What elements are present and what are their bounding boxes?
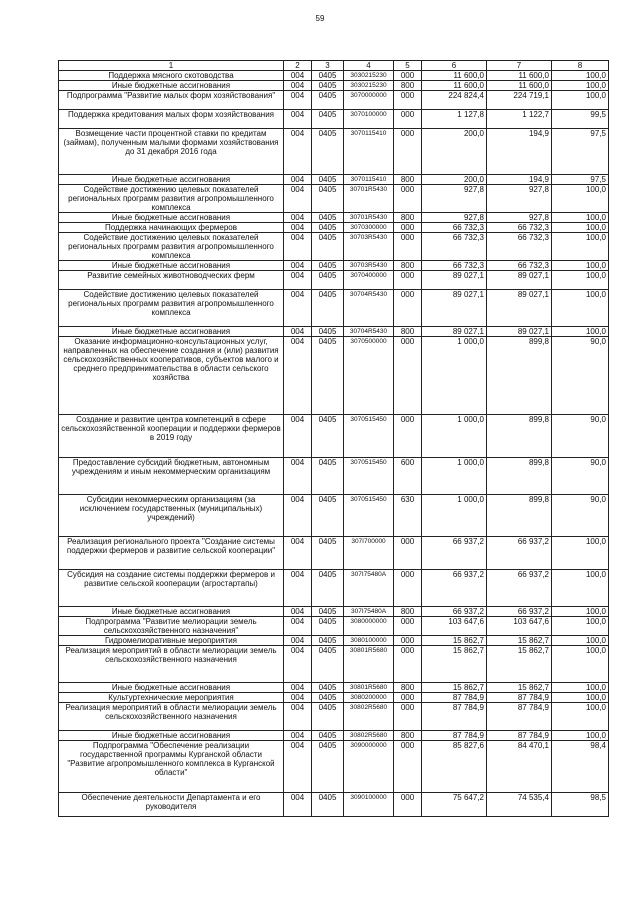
row-name: Иные бюджетные ассигнования <box>59 683 284 693</box>
table-row <box>59 793 609 817</box>
table-row <box>59 129 609 175</box>
row-chapter-code: 004 <box>284 793 312 817</box>
row-name: Обеспечение деятельности Департамента и его руководителя <box>59 793 284 817</box>
row-percent: 100,0 <box>552 617 609 636</box>
row-percent: 100,0 <box>552 290 609 327</box>
row-executed: 194,9 <box>487 175 552 185</box>
row-chapter-code: 004 <box>284 415 312 458</box>
row-executed: 927,8 <box>487 185 552 213</box>
row-expense-type: 000 <box>394 636 422 646</box>
row-percent: 100,0 <box>552 213 609 223</box>
row-target-code: 30801R5680 <box>344 646 394 683</box>
table-row <box>59 683 609 693</box>
table-row <box>59 415 609 458</box>
row-executed: 15 862,7 <box>487 683 552 693</box>
row-target-code: 3070515450 <box>344 495 394 537</box>
row-section-code: 0405 <box>312 458 344 495</box>
row-expense-type: 800 <box>394 175 422 185</box>
row-section-code: 0405 <box>312 646 344 683</box>
row-target-code: 3070400000 <box>344 271 394 290</box>
row-executed: 89 027,1 <box>487 271 552 290</box>
row-section-code: 0405 <box>312 110 344 129</box>
row-chapter-code: 004 <box>284 81 312 91</box>
row-percent: 100,0 <box>552 271 609 290</box>
row-percent: 100,0 <box>552 683 609 693</box>
page-number: 59 <box>315 14 325 23</box>
row-percent: 100,0 <box>552 91 609 110</box>
row-name: Реализация мероприятий в области мелиорации земель сельскохозяйственного назначения <box>59 646 284 683</box>
row-expense-type: 800 <box>394 607 422 617</box>
row-expense-type: 000 <box>394 337 422 415</box>
row-planned: 66 937,2 <box>422 537 487 570</box>
row-expense-type: 000 <box>394 703 422 731</box>
row-executed: 194,9 <box>487 129 552 175</box>
row-executed: 899,8 <box>487 458 552 495</box>
row-section-code: 0405 <box>312 703 344 731</box>
budget-table <box>58 60 609 817</box>
row-target-code: 30703R5430 <box>344 233 394 261</box>
row-target-code: 3070515450 <box>344 415 394 458</box>
row-expense-type: 000 <box>394 617 422 636</box>
row-target-code: 307I700000 <box>344 537 394 570</box>
table-row <box>59 290 609 327</box>
row-executed: 66 732,3 <box>487 233 552 261</box>
row-section-code: 0405 <box>312 129 344 175</box>
row-executed: 84 470,1 <box>487 741 552 793</box>
row-percent: 100,0 <box>552 327 609 337</box>
row-chapter-code: 004 <box>284 607 312 617</box>
row-name: Иные бюджетные ассигнования <box>59 213 284 223</box>
row-section-code: 0405 <box>312 185 344 213</box>
table-row <box>59 693 609 703</box>
row-target-code: 30704R5430 <box>344 290 394 327</box>
row-executed: 11 600,0 <box>487 81 552 91</box>
row-percent: 100,0 <box>552 636 609 646</box>
row-executed: 66 937,2 <box>487 537 552 570</box>
row-name: Культуртехнические мероприятия <box>59 693 284 703</box>
row-section-code: 0405 <box>312 327 344 337</box>
row-chapter-code: 004 <box>284 570 312 607</box>
row-name: Субсидии некоммерческим организациям (за исключением государственных (муниципальных) учреждений) <box>59 495 284 537</box>
row-expense-type: 000 <box>394 415 422 458</box>
row-name: Иные бюджетные ассигнования <box>59 607 284 617</box>
row-executed: 66 937,2 <box>487 607 552 617</box>
row-name: Поддержка кредитования малых форм хозяйствования <box>59 110 284 129</box>
row-executed: 66 937,2 <box>487 570 552 607</box>
row-expense-type: 800 <box>394 213 422 223</box>
row-expense-type: 000 <box>394 129 422 175</box>
row-section-code: 0405 <box>312 71 344 81</box>
col-header-7: 7 <box>487 61 552 71</box>
row-name: Поддержка мясного скотоводства <box>59 71 284 81</box>
row-chapter-code: 004 <box>284 71 312 81</box>
row-chapter-code: 004 <box>284 110 312 129</box>
row-executed: 87 784,9 <box>487 703 552 731</box>
row-target-code: 30801R5680 <box>344 683 394 693</box>
row-section-code: 0405 <box>312 223 344 233</box>
row-planned: 927,8 <box>422 185 487 213</box>
row-expense-type: 000 <box>394 693 422 703</box>
row-target-code: 30701R5430 <box>344 213 394 223</box>
row-planned: 1 000,0 <box>422 458 487 495</box>
row-executed: 66 732,3 <box>487 223 552 233</box>
row-section-code: 0405 <box>312 731 344 741</box>
row-name: Подпрограмма "Развитие мелиорации земель сельскохозяйственного назначения" <box>59 617 284 636</box>
row-name: Оказание информационно-консультационных услуг, направленных на обеспечение создания и (или) развития сельскохозяйственных кооперативов, субъектов малого и среднего предпринимательства в области сельского хозяйства <box>59 337 284 415</box>
row-planned: 927,8 <box>422 213 487 223</box>
row-executed: 224 719,1 <box>487 91 552 110</box>
table-row <box>59 271 609 290</box>
col-header-4: 4 <box>344 61 394 71</box>
row-expense-type: 800 <box>394 327 422 337</box>
col-header-8: 8 <box>552 61 609 71</box>
row-percent: 98,4 <box>552 741 609 793</box>
row-chapter-code: 004 <box>284 327 312 337</box>
row-executed: 899,8 <box>487 415 552 458</box>
row-expense-type: 600 <box>394 458 422 495</box>
table-row <box>59 337 609 415</box>
row-executed: 89 027,1 <box>487 290 552 327</box>
row-expense-type: 800 <box>394 261 422 271</box>
row-target-code: 3070115410 <box>344 129 394 175</box>
table-row <box>59 537 609 570</box>
row-name: Содействие достижению целевых показателей региональных программ развития агропромышленного комплекса <box>59 290 284 327</box>
row-target-code: 30703R5430 <box>344 261 394 271</box>
table-row <box>59 570 609 607</box>
table-row <box>59 261 609 271</box>
row-chapter-code: 004 <box>284 741 312 793</box>
row-planned: 1 127,8 <box>422 110 487 129</box>
row-target-code: 3090000000 <box>344 741 394 793</box>
table-row <box>59 636 609 646</box>
row-expense-type: 000 <box>394 233 422 261</box>
row-planned: 85 827,6 <box>422 741 487 793</box>
row-percent: 97,5 <box>552 129 609 175</box>
col-header-5: 5 <box>394 61 422 71</box>
row-section-code: 0405 <box>312 570 344 607</box>
row-percent: 100,0 <box>552 693 609 703</box>
row-planned: 15 862,7 <box>422 646 487 683</box>
row-name: Создание и развитие центра компетенций в сфере сельскохозяйственной кооперации и поддержки фермеров в 2019 году <box>59 415 284 458</box>
row-name: Иные бюджетные ассигнования <box>59 175 284 185</box>
row-percent: 90,0 <box>552 458 609 495</box>
row-percent: 99,5 <box>552 110 609 129</box>
row-chapter-code: 004 <box>284 91 312 110</box>
row-section-code: 0405 <box>312 290 344 327</box>
row-planned: 75 647,2 <box>422 793 487 817</box>
table-row <box>59 223 609 233</box>
row-percent: 98,5 <box>552 793 609 817</box>
col-header-6: 6 <box>422 61 487 71</box>
row-expense-type: 000 <box>394 110 422 129</box>
row-target-code: 30802R5680 <box>344 731 394 741</box>
row-executed: 66 732,3 <box>487 261 552 271</box>
table-row <box>59 175 609 185</box>
row-executed: 899,8 <box>487 495 552 537</box>
row-expense-type: 000 <box>394 741 422 793</box>
row-percent: 100,0 <box>552 731 609 741</box>
row-name: Реализация регионального проекта "Создание системы поддержки фермеров и развитие сельской кооперации" <box>59 537 284 570</box>
row-planned: 1 000,0 <box>422 415 487 458</box>
row-target-code: 307I75480A <box>344 570 394 607</box>
row-percent: 100,0 <box>552 81 609 91</box>
table-row <box>59 741 609 793</box>
row-chapter-code: 004 <box>284 233 312 261</box>
row-planned: 89 027,1 <box>422 290 487 327</box>
row-planned: 89 027,1 <box>422 271 487 290</box>
row-chapter-code: 004 <box>284 337 312 415</box>
row-executed: 87 784,9 <box>487 731 552 741</box>
row-target-code: 307I75480A <box>344 607 394 617</box>
row-expense-type: 000 <box>394 646 422 683</box>
table-body <box>59 71 609 817</box>
row-target-code: 3070300000 <box>344 223 394 233</box>
row-section-code: 0405 <box>312 81 344 91</box>
row-section-code: 0405 <box>312 683 344 693</box>
row-planned: 87 784,9 <box>422 731 487 741</box>
row-section-code: 0405 <box>312 271 344 290</box>
row-planned: 224 824,4 <box>422 91 487 110</box>
table-row <box>59 213 609 223</box>
row-name: Субсидия на создание системы поддержки фермеров и развитие сельской кооперации (агростартапы) <box>59 570 284 607</box>
row-section-code: 0405 <box>312 607 344 617</box>
row-name: Иные бюджетные ассигнования <box>59 81 284 91</box>
row-section-code: 0405 <box>312 337 344 415</box>
row-executed: 74 535,4 <box>487 793 552 817</box>
row-percent: 100,0 <box>552 261 609 271</box>
row-chapter-code: 004 <box>284 458 312 495</box>
row-percent: 100,0 <box>552 233 609 261</box>
table-row <box>59 617 609 636</box>
row-chapter-code: 004 <box>284 636 312 646</box>
row-chapter-code: 004 <box>284 129 312 175</box>
row-chapter-code: 004 <box>284 683 312 693</box>
row-expense-type: 000 <box>394 290 422 327</box>
row-section-code: 0405 <box>312 741 344 793</box>
row-percent: 100,0 <box>552 570 609 607</box>
row-chapter-code: 004 <box>284 617 312 636</box>
row-expense-type: 000 <box>394 570 422 607</box>
row-name: Возмещение части процентной ставки по кредитам (займам), полученным малыми формами хозяйствования до 31 декабря 2016 года <box>59 129 284 175</box>
row-section-code: 0405 <box>312 495 344 537</box>
row-section-code: 0405 <box>312 793 344 817</box>
row-section-code: 0405 <box>312 91 344 110</box>
table-row <box>59 731 609 741</box>
table-row <box>59 91 609 110</box>
row-planned: 66 937,2 <box>422 570 487 607</box>
row-percent: 100,0 <box>552 607 609 617</box>
row-expense-type: 800 <box>394 731 422 741</box>
row-target-code: 3070515450 <box>344 458 394 495</box>
row-expense-type: 000 <box>394 537 422 570</box>
row-planned: 15 862,7 <box>422 636 487 646</box>
row-name: Содействие достижению целевых показателей региональных программ развития агропромышленного комплекса <box>59 185 284 213</box>
row-planned: 200,0 <box>422 129 487 175</box>
row-chapter-code: 004 <box>284 693 312 703</box>
row-planned: 87 784,9 <box>422 693 487 703</box>
row-target-code: 3070500000 <box>344 337 394 415</box>
row-name: Гидромелиоративные мероприятия <box>59 636 284 646</box>
table-row <box>59 607 609 617</box>
row-executed: 11 600,0 <box>487 71 552 81</box>
row-target-code: 3080000000 <box>344 617 394 636</box>
row-planned: 15 862,7 <box>422 683 487 693</box>
row-expense-type: 000 <box>394 185 422 213</box>
row-percent: 90,0 <box>552 337 609 415</box>
row-target-code: 3070115410 <box>344 175 394 185</box>
row-executed: 15 862,7 <box>487 646 552 683</box>
row-percent: 100,0 <box>552 223 609 233</box>
row-section-code: 0405 <box>312 415 344 458</box>
row-expense-type: 800 <box>394 683 422 693</box>
row-planned: 66 732,3 <box>422 233 487 261</box>
row-name: Иные бюджетные ассигнования <box>59 731 284 741</box>
row-expense-type: 630 <box>394 495 422 537</box>
row-target-code: 3090100000 <box>344 793 394 817</box>
row-chapter-code: 004 <box>284 271 312 290</box>
col-header-1: 1 <box>59 61 284 71</box>
row-target-code: 3070000000 <box>344 91 394 110</box>
row-name: Подпрограмма "Обеспечение реализации государственной программы Курганской области "Развитие агропромышленного комплекса в Курганской области" <box>59 741 284 793</box>
table-row <box>59 327 609 337</box>
row-section-code: 0405 <box>312 175 344 185</box>
table-row <box>59 703 609 731</box>
row-executed: 15 862,7 <box>487 636 552 646</box>
row-chapter-code: 004 <box>284 703 312 731</box>
row-percent: 100,0 <box>552 185 609 213</box>
row-chapter-code: 004 <box>284 646 312 683</box>
row-name: Содействие достижению целевых показателей региональных программ развития агропромышленного комплекса <box>59 233 284 261</box>
table-row <box>59 458 609 495</box>
row-executed: 103 647,6 <box>487 617 552 636</box>
row-planned: 200,0 <box>422 175 487 185</box>
row-planned: 87 784,9 <box>422 703 487 731</box>
row-name: Подпрограмма "Развитие малых форм хозяйствования" <box>59 91 284 110</box>
row-planned: 1 000,0 <box>422 495 487 537</box>
row-target-code: 30704R5430 <box>344 327 394 337</box>
table-row <box>59 71 609 81</box>
row-executed: 899,8 <box>487 337 552 415</box>
row-target-code: 3070100000 <box>344 110 394 129</box>
row-name: Иные бюджетные ассигнования <box>59 327 284 337</box>
row-section-code: 0405 <box>312 233 344 261</box>
row-expense-type: 800 <box>394 81 422 91</box>
row-percent: 97,5 <box>552 175 609 185</box>
table-row <box>59 110 609 129</box>
row-planned: 66 937,2 <box>422 607 487 617</box>
row-expense-type: 000 <box>394 793 422 817</box>
row-name: Поддержка начинающих фермеров <box>59 223 284 233</box>
row-chapter-code: 004 <box>284 537 312 570</box>
row-planned: 66 732,3 <box>422 261 487 271</box>
row-name: Реализация мероприятий в области мелиорации земель сельскохозяйственного назначения <box>59 703 284 731</box>
row-percent: 100,0 <box>552 646 609 683</box>
row-section-code: 0405 <box>312 636 344 646</box>
row-target-code: 30802R5680 <box>344 703 394 731</box>
row-executed: 89 027,1 <box>487 327 552 337</box>
table-row <box>59 646 609 683</box>
row-planned: 1 000,0 <box>422 337 487 415</box>
col-header-3: 3 <box>312 61 344 71</box>
row-name: Развитие семейных животноводческих ферм <box>59 271 284 290</box>
table-row <box>59 185 609 213</box>
row-chapter-code: 004 <box>284 185 312 213</box>
row-section-code: 0405 <box>312 693 344 703</box>
row-section-code: 0405 <box>312 213 344 223</box>
row-planned: 103 647,6 <box>422 617 487 636</box>
row-chapter-code: 004 <box>284 495 312 537</box>
table-row <box>59 495 609 537</box>
row-percent: 90,0 <box>552 495 609 537</box>
table-row <box>59 81 609 91</box>
row-planned: 89 027,1 <box>422 327 487 337</box>
row-planned: 11 600,0 <box>422 81 487 91</box>
row-name: Предоставление субсидий бюджетным, автономным учреждениям и иным некоммерческим организациям <box>59 458 284 495</box>
row-percent: 90,0 <box>552 415 609 458</box>
row-percent: 100,0 <box>552 537 609 570</box>
row-percent: 100,0 <box>552 703 609 731</box>
row-chapter-code: 004 <box>284 213 312 223</box>
row-expense-type: 000 <box>394 223 422 233</box>
row-target-code: 30701R5430 <box>344 185 394 213</box>
col-header-2: 2 <box>284 61 312 71</box>
row-percent: 100,0 <box>552 71 609 81</box>
row-expense-type: 000 <box>394 271 422 290</box>
row-executed: 87 784,9 <box>487 693 552 703</box>
row-target-code: 3030215230 <box>344 71 394 81</box>
row-executed: 1 122,7 <box>487 110 552 129</box>
row-target-code: 3080200000 <box>344 693 394 703</box>
row-name: Иные бюджетные ассигнования <box>59 261 284 271</box>
row-chapter-code: 004 <box>284 261 312 271</box>
row-section-code: 0405 <box>312 537 344 570</box>
table-row <box>59 233 609 261</box>
row-target-code: 3030215230 <box>344 81 394 91</box>
row-chapter-code: 004 <box>284 290 312 327</box>
row-chapter-code: 004 <box>284 223 312 233</box>
row-chapter-code: 004 <box>284 731 312 741</box>
row-expense-type: 000 <box>394 71 422 81</box>
row-executed: 927,8 <box>487 213 552 223</box>
row-planned: 66 732,3 <box>422 223 487 233</box>
row-expense-type: 000 <box>394 91 422 110</box>
row-target-code: 3080100000 <box>344 636 394 646</box>
row-chapter-code: 004 <box>284 175 312 185</box>
row-planned: 11 600,0 <box>422 71 487 81</box>
header-row <box>59 61 609 71</box>
row-section-code: 0405 <box>312 617 344 636</box>
row-section-code: 0405 <box>312 261 344 271</box>
